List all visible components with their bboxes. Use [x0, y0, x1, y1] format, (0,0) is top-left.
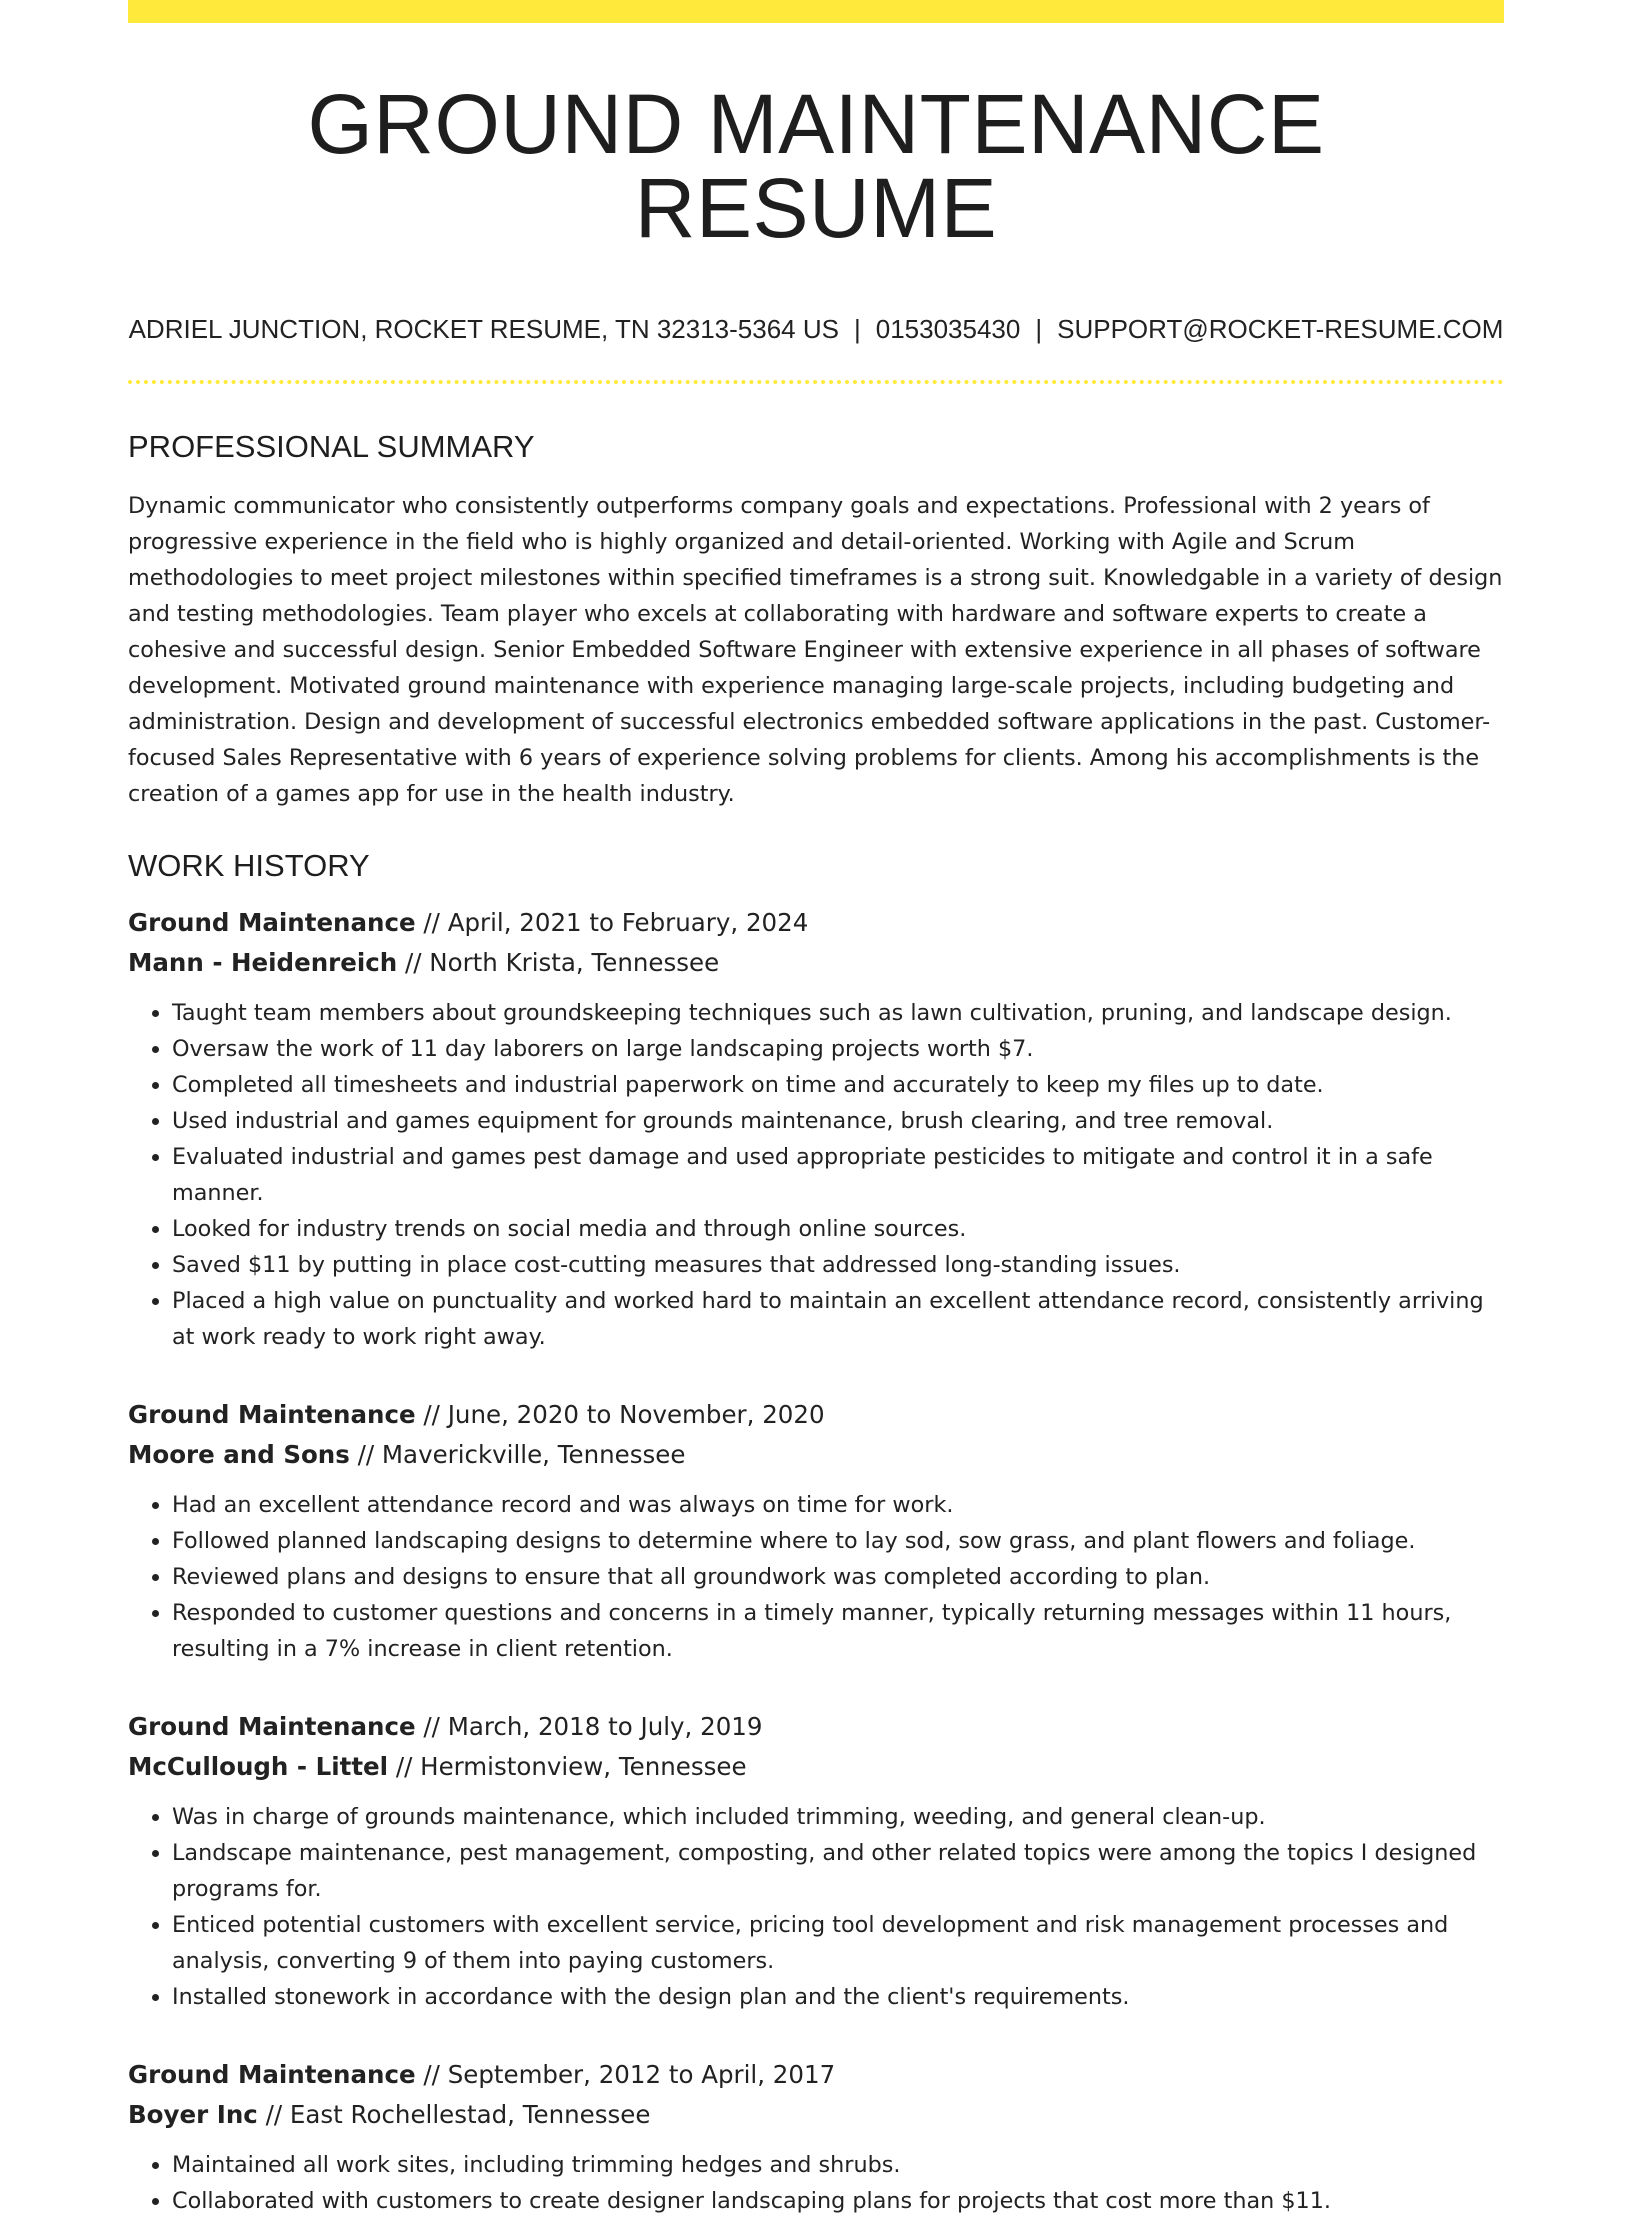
summary-text: Dynamic communicator who consistently outperforms company goals and expectations. Professional with 2 years of progressive experience in the field who is highly organized and detail-oriented. Working with Agile and Scrum methodologies to meet project milestones within specified timeframes is a strong suit. Knowledgable in a variety of design and testing methodologies. Team player who excels at collaborating with hardware and software experts to create a cohesive and successful design. Senior Embedded Software Engineer with extensive experience in all phases of software development. Motivated ground maintenance with experience managing large-scale projects, including budgeting and administration. Design and development of successful electronics embedded software applications in the past. Customer-focused Sales Representative with 6 years of experience solving problems for clients. Among his accomplishments is the creation of a games app for use in the health industry.: [128, 493, 1503, 807]
job-bullet: • Maintained all work sites, including trimming hedges and shrubs.: [172, 2147, 1504, 2183]
job-location: // East Rochellestad, Tennessee: [257, 2100, 651, 2129]
contact-phone: 0153035430: [875, 314, 1021, 344]
job-company: Moore and Sons: [128, 1440, 350, 1469]
job-title-line: [128, 1395, 1504, 1435]
job-bullets: [128, 2147, 1504, 2219]
job-bullet: • Completed all timesheets and industrial paperwork on time and accurately to keep my files up to date.: [172, 1067, 1504, 1103]
job-location: // North Krista, Tennessee: [397, 948, 720, 977]
job-company-line: [128, 1435, 1504, 1475]
job-location: // Maverickville, Tennessee: [349, 1440, 686, 1469]
work-history-list: [128, 903, 1504, 2219]
job-title-line: [128, 903, 1504, 943]
job-bullet: • Landscape maintenance, pest management, composting, and other related topics were among the topics I designed programs for.: [172, 1835, 1504, 1907]
job-dates: // April, 2021 to February, 2024: [415, 908, 809, 937]
contact-separator: |: [1035, 314, 1043, 344]
job-company-line: [128, 2095, 1504, 2135]
job-title: Ground Maintenance: [128, 908, 416, 937]
job-entry: [128, 2055, 1504, 2219]
job-company-line: [128, 1747, 1504, 1787]
contact-separator: |: [853, 314, 861, 344]
job-bullet: • Evaluated industrial and games pest damage and used appropriate pesticides to mitigate and control it in a safe manner.: [172, 1139, 1504, 1211]
page-title: GROUND MAINTENANCE RESUME: [307, 77, 1325, 255]
job-bullet: • Had an excellent attendance record and was always on time for work.: [172, 1487, 1504, 1523]
job-title-line: [128, 2055, 1504, 2095]
job-bullet: • Followed planned landscaping designs to determine where to lay sod, sow grass, and plant flowers and foliage.: [172, 1523, 1504, 1559]
job-title: Ground Maintenance: [128, 1400, 416, 1429]
job-entry: [128, 1707, 1504, 2015]
job-bullet: • Placed a high value on punctuality and worked hard to maintain an excellent attendance record, consistently arriving at work ready to work right away.: [172, 1283, 1504, 1355]
job-company: McCullough - Littel: [128, 1752, 389, 1781]
job-bullet: • Used industrial and games equipment for grounds maintenance, brush clearing, and tree removal.: [172, 1103, 1504, 1139]
resume-page: [128, 0, 1504, 2219]
job-company: Boyer Inc: [128, 2100, 258, 2129]
work-history-heading: WORK HISTORY: [128, 848, 370, 883]
contact-email: SUPPORT@ROCKET-RESUME.COM: [1057, 314, 1504, 344]
job-title-line: [128, 1707, 1504, 1747]
job-bullets: [128, 995, 1504, 1355]
job-bullet: • Looked for industry trends on social media and through online sources.: [172, 1211, 1504, 1247]
job-bullet: • Oversaw the work of 11 day laborers on large landscaping projects worth $7.: [172, 1031, 1504, 1067]
job-entry: [128, 1395, 1504, 1667]
job-company: Mann - Heidenreich: [128, 948, 398, 977]
accent-top-bar: [128, 0, 1504, 23]
job-title: Ground Maintenance: [128, 1712, 416, 1741]
job-bullet: • Saved $11 by putting in place cost-cutting measures that addressed long-standing issues.: [172, 1247, 1504, 1283]
job-bullet: • Was in charge of grounds maintenance, which included trimming, weeding, and general clean-up.: [172, 1799, 1504, 1835]
job-bullet: • Installed stonework in accordance with the design plan and the client's requirements.: [172, 1979, 1504, 2015]
job-bullets: [128, 1487, 1504, 1667]
job-bullet: • Reviewed plans and designs to ensure that all groundwork was completed according to plan.: [172, 1559, 1504, 1595]
contact-address: ADRIEL JUNCTION, ROCKET RESUME, TN 32313-5364 US: [128, 314, 839, 344]
dotted-divider: [128, 380, 1504, 384]
summary-heading: PROFESSIONAL SUMMARY: [128, 429, 535, 464]
job-location: // Hermistonview, Tennessee: [388, 1752, 747, 1781]
job-dates: // June, 2020 to November, 2020: [415, 1400, 825, 1429]
job-bullet: • Taught team members about groundskeeping techniques such as lawn cultivation, pruning, and landscape design.: [172, 995, 1504, 1031]
job-bullet: • Responded to customer questions and concerns in a timely manner, typically returning messages within 11 hours, resulting in a 7% increase in client retention.: [172, 1595, 1504, 1667]
job-bullet: • Enticed potential customers with excellent service, pricing tool development and risk management processes and analysis, converting 9 of them into paying customers.: [172, 1907, 1504, 1979]
job-bullets: [128, 1799, 1504, 2015]
job-entry: [128, 903, 1504, 1355]
job-dates: // March, 2018 to July, 2019: [415, 1712, 763, 1741]
job-company-line: [128, 943, 1504, 983]
contact-line: [128, 316, 1504, 342]
job-bullet: • Collaborated with customers to create designer landscaping plans for projects that cost more than $11.: [172, 2183, 1504, 2219]
job-title: Ground Maintenance: [128, 2060, 416, 2089]
job-dates: // September, 2012 to April, 2017: [415, 2060, 836, 2089]
